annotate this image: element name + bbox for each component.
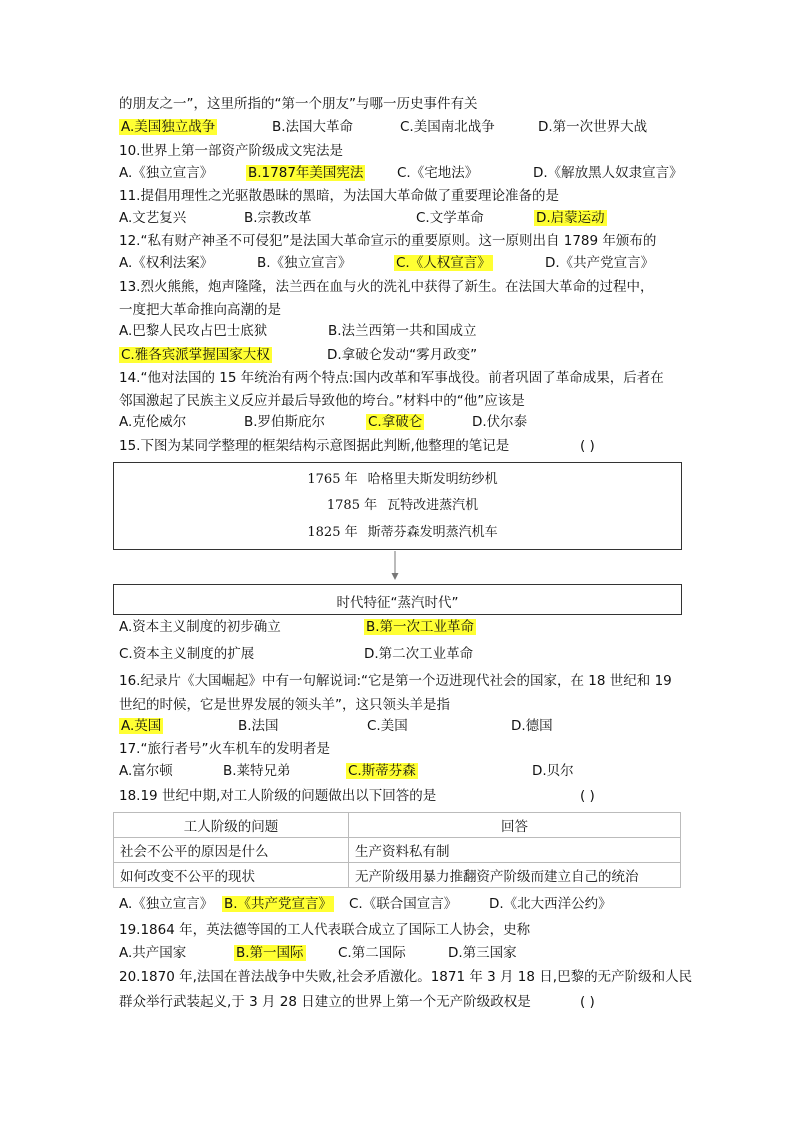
q18-table (113, 812, 681, 888)
q9-option-a: A.美国独立战争 (121, 119, 216, 135)
q15-option-a: A.资本主义制度的初步确立 (119, 619, 281, 635)
q16-option-a: A.英国 (121, 718, 162, 734)
q17-stem: 17.“旅行者号”火车机车的发明者是 (119, 741, 330, 757)
q20-stem-line2: 群众举行武装起义,于 3 月 28 日建立的世界上第一个无产阶级政权是 (119, 994, 531, 1010)
q19-option-c: C.第二国际 (338, 945, 406, 961)
q9-stem: 的朋友之一”，这里所指的“第一个朋友”与哪一历史事件有关 (119, 96, 478, 112)
q18-option-d: D.《北大西洋公约》 (489, 896, 612, 912)
q15-option-c: C.资本主义制度的扩展 (119, 646, 255, 662)
q18-option-b: B.《共产党宣言》 (224, 896, 333, 912)
q12-option-c: C.《人权宣言》 (396, 255, 491, 271)
q18-stem: 18.19 世纪中期,对工人阶级的问题做出以下回答的是 (119, 788, 437, 804)
q11-option-a: A.文艺复兴 (119, 210, 187, 226)
q10-option-b: B.1787年美国宪法 (248, 165, 364, 181)
q10-option-a: A.《独立宣言》 (119, 165, 214, 181)
q19-stem: 19.1864 年，英法德等国的工人代表联合成立了国际工人协会，史称 (119, 922, 531, 938)
q19-option-b: B.第一国际 (236, 945, 304, 961)
q20-stem-line1: 20.1870 年,法国在普法战争中失败,社会矛盾激化。1871 年 3 月 18 日,巴黎的无产阶级和人民 (119, 969, 693, 985)
table-cell: 如何改变不公平的现状 (114, 863, 349, 888)
q16-stem-line1: 16.纪录片《大国崛起》中有一句解说词:“它是第一个迈进现代社会的国家，在 18 世纪和 19 (119, 673, 672, 689)
q15-timeline-row: 1765 年 哈格里夫斯发明纺纱机 (307, 472, 498, 487)
q14-option-a: A.克伦威尔 (119, 414, 187, 430)
q19-option-d: D.第三国家 (448, 945, 517, 961)
q17-option-d: D.贝尔 (532, 763, 574, 779)
q18-option-a: A.《独立宣言》 (119, 896, 214, 912)
q17-option-b: B.莱特兄弟 (223, 763, 291, 779)
table-row (114, 838, 681, 863)
table-cell: 无产阶级用暴力推翻资产阶级而建立自己的统治 (349, 863, 681, 888)
q15-timeline-row: 1825 年 斯蒂芬森发明蒸汽机车 (307, 525, 498, 540)
q13-stem-line1: 13.烈火熊熊，炮声隆隆，法兰西在血与火的洗礼中获得了新生。在法国大革命的过程中， (119, 279, 654, 295)
q13-option-c: C.雅各宾派掌握国家大权 (121, 347, 270, 363)
q14-option-c: C.拿破仑 (368, 414, 423, 430)
q18-option-c: C.《联合国宣言》 (349, 896, 458, 912)
q14-option-d: D.伏尔泰 (472, 414, 528, 430)
q14-stem-line2: 邻国激起了民族主义反应并最后导致他的垮台。”材料中的“他”应该是 (119, 393, 525, 409)
q13-option-a: A.巴黎人民攻占巴士底狱 (119, 323, 268, 339)
q15-option-d: D.第二次工业革命 (364, 646, 474, 662)
q9-option-c: C.美国南北战争 (400, 119, 495, 135)
q15-timeline-box (113, 462, 682, 550)
table-header-cell: 工人阶级的问题 (114, 813, 349, 838)
table-row (114, 863, 681, 888)
q15-answer-paren: ( ) (580, 438, 595, 454)
q15-stem: 15.下图为某同学整理的框架结构示意图据此判断,他整理的笔记是 (119, 438, 510, 454)
q17-option-a: A.富尔顿 (119, 763, 173, 779)
q10-option-d: D.《解放黑人奴隶宣言》 (533, 165, 683, 181)
q13-option-d: D.拿破仑发动“雾月政变” (327, 347, 478, 363)
q14-stem-line1: 14.“他对法国的 15 年统治有两个特点:国内改革和军事战役。前者巩固了革命成果，后者在 (119, 370, 664, 386)
q12-option-b: B.《独立宣言》 (257, 255, 352, 271)
q16-option-d: D.德国 (511, 718, 553, 734)
q15-timeline-row: 1785 年 瓦特改进蒸汽机 (326, 498, 479, 513)
q16-stem-line2: 世纪的时候，它是世界发展的领头羊”，这只领头羊是指 (119, 697, 450, 713)
q10-stem: 10.世界上第一部资产阶级成文宪法是 (119, 143, 343, 159)
q20-answer-paren: ( ) (580, 994, 595, 1010)
q14-option-b: B.罗伯斯庇尔 (244, 414, 326, 430)
q11-option-c: C.文学革命 (416, 210, 484, 226)
q9-option-b: B.法国大革命 (272, 119, 354, 135)
q15-feature-box (113, 584, 682, 615)
q11-stem: 11.提倡用理性之光驱散愚昧的黑暗，为法国大革命做了重要理论准备的是 (119, 188, 559, 204)
q16-option-b: B.法国 (238, 718, 279, 734)
q10-option-c: C.《宅地法》 (397, 165, 479, 181)
q12-stem: 12.“私有财产神圣不可侵犯”是法国大革命宣示的重要原则。这一原则出自 1789 年颁布的 (119, 233, 657, 249)
q12-option-a: A.《权利法案》 (119, 255, 214, 271)
q11-option-b: B.宗教改革 (244, 210, 312, 226)
table-cell: 社会不公平的原因是什么 (114, 838, 349, 863)
q17-option-c: C.斯蒂芬森 (348, 763, 416, 779)
table-header-row (114, 813, 681, 838)
q9-option-d: D.第一次世界大战 (538, 119, 648, 135)
q11-option-d: D.启蒙运动 (536, 210, 605, 226)
q13-stem-line2: 一度把大革命推向高潮的是 (119, 302, 281, 318)
q15-feature-text: 时代特征“蒸汽时代” (336, 595, 459, 611)
q13-option-b: B.法兰西第一共和国成立 (328, 323, 477, 339)
q12-option-d: D.《共产党宣言》 (545, 255, 655, 271)
table-cell: 生产资料私有制 (349, 838, 681, 863)
q15-option-b: B.第一次工业革命 (366, 619, 475, 635)
q19-option-a: A.共产国家 (119, 945, 187, 961)
down-arrow-icon (389, 551, 401, 581)
q18-answer-paren: ( ) (580, 788, 595, 804)
q16-option-c: C.美国 (367, 718, 408, 734)
table-header-cell: 回答 (349, 813, 681, 838)
